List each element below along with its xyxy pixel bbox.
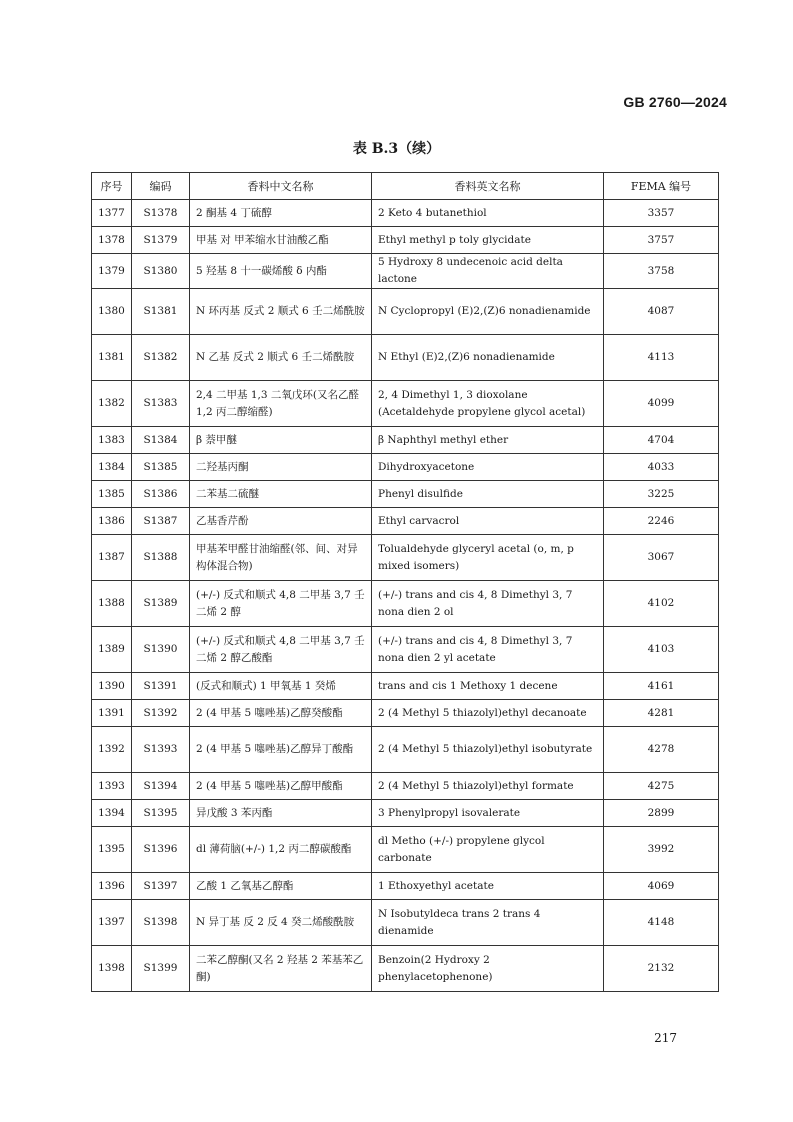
table-row xyxy=(92,627,719,673)
table-row xyxy=(92,946,719,992)
cell-fema-number: 4099 xyxy=(604,381,719,427)
cell-fema-number: 4278 xyxy=(604,727,719,773)
table-body xyxy=(92,200,719,992)
cell-code: S1379 xyxy=(132,227,190,254)
cell-code: S1389 xyxy=(132,581,190,627)
cell-code: S1393 xyxy=(132,727,190,773)
cell-serial-number: 1390 xyxy=(92,673,132,700)
table-row xyxy=(92,800,719,827)
cell-fema-number: 4103 xyxy=(604,627,719,673)
cell-serial-number: 1389 xyxy=(92,627,132,673)
cell-english-name: Dihydroxyacetone xyxy=(372,454,604,481)
header-serial-number: 序号 xyxy=(92,173,132,200)
cell-english-name: Phenyl disulfide xyxy=(372,481,604,508)
cell-fema-number: 4704 xyxy=(604,427,719,454)
cell-english-name: N Ethyl (E)2,(Z)6 nonadienamide xyxy=(372,335,604,381)
cell-english-name: 2 (4 Methyl 5 thiazolyl)ethyl decanoate xyxy=(372,700,604,727)
cell-code: S1398 xyxy=(132,900,190,946)
fragrance-table-container xyxy=(91,172,718,992)
header-code: 编码 xyxy=(132,173,190,200)
cell-serial-number: 1394 xyxy=(92,800,132,827)
cell-chinese-name: (+/-) 反式和顺式 4,8 二甲基 3,7 壬二烯 2 醇乙酸酯 xyxy=(190,627,372,673)
cell-fema-number: 2899 xyxy=(604,800,719,827)
cell-english-name: (+/-) trans and cis 4, 8 Dimethyl 3, 7 nona dien 2 ol xyxy=(372,581,604,627)
cell-fema-number: 4069 xyxy=(604,873,719,900)
cell-chinese-name: (反式和顺式) 1 甲氧基 1 癸烯 xyxy=(190,673,372,700)
table-row xyxy=(92,673,719,700)
cell-fema-number: 4113 xyxy=(604,335,719,381)
table-row xyxy=(92,508,719,535)
cell-english-name: 2, 4 Dimethyl 1, 3 dioxolane (Acetaldehyde propylene glycol acetal) xyxy=(372,381,604,427)
cell-fema-number: 3067 xyxy=(604,535,719,581)
cell-code: S1391 xyxy=(132,673,190,700)
header-fema-number: FEMA 编号 xyxy=(604,173,719,200)
cell-code: S1387 xyxy=(132,508,190,535)
header-english-name: 香料英文名称 xyxy=(372,173,604,200)
cell-code: S1390 xyxy=(132,627,190,673)
table-row xyxy=(92,700,719,727)
cell-english-name: (+/-) trans and cis 4, 8 Dimethyl 3, 7 nona dien 2 yl acetate xyxy=(372,627,604,673)
cell-chinese-name: N 异丁基 反 2 反 4 癸二烯酸酰胺 xyxy=(190,900,372,946)
cell-serial-number: 1382 xyxy=(92,381,132,427)
cell-chinese-name: N 乙基 反式 2 顺式 6 壬二烯酰胺 xyxy=(190,335,372,381)
cell-chinese-name: 异戊酸 3 苯丙酯 xyxy=(190,800,372,827)
table-row xyxy=(92,227,719,254)
cell-fema-number: 4281 xyxy=(604,700,719,727)
cell-english-name: Tolualdehyde glyceryl acetal (o, m, p mixed isomers) xyxy=(372,535,604,581)
table-row xyxy=(92,581,719,627)
table-row xyxy=(92,289,719,335)
cell-serial-number: 1387 xyxy=(92,535,132,581)
cell-serial-number: 1395 xyxy=(92,827,132,873)
cell-serial-number: 1383 xyxy=(92,427,132,454)
table-row xyxy=(92,427,719,454)
cell-chinese-name: 乙基香芹酚 xyxy=(190,508,372,535)
cell-english-name: 2 (4 Methyl 5 thiazolyl)ethyl formate xyxy=(372,773,604,800)
cell-code: S1384 xyxy=(132,427,190,454)
table-row xyxy=(92,773,719,800)
cell-chinese-name: (+/-) 反式和顺式 4,8 二甲基 3,7 壬二烯 2 醇 xyxy=(190,581,372,627)
cell-serial-number: 1391 xyxy=(92,700,132,727)
cell-serial-number: 1378 xyxy=(92,227,132,254)
table-row xyxy=(92,381,719,427)
cell-serial-number: 1384 xyxy=(92,454,132,481)
table-row xyxy=(92,727,719,773)
cell-english-name: dl Metho (+/-) propylene glycol carbonate xyxy=(372,827,604,873)
cell-chinese-name: 2 酮基 4 丁硫醇 xyxy=(190,200,372,227)
fragrance-table xyxy=(91,172,719,992)
cell-fema-number: 2132 xyxy=(604,946,719,992)
cell-code: S1378 xyxy=(132,200,190,227)
cell-english-name: trans and cis 1 Methoxy 1 decene xyxy=(372,673,604,700)
table-row xyxy=(92,827,719,873)
cell-chinese-name: β 萘甲醚 xyxy=(190,427,372,454)
cell-fema-number: 4087 xyxy=(604,289,719,335)
cell-chinese-name: 二羟基丙酮 xyxy=(190,454,372,481)
cell-fema-number: 4102 xyxy=(604,581,719,627)
cell-serial-number: 1397 xyxy=(92,900,132,946)
cell-chinese-name: 甲基苯甲醛甘油缩醛(邻、间、对异构体混合物) xyxy=(190,535,372,581)
cell-serial-number: 1396 xyxy=(92,873,132,900)
cell-code: S1380 xyxy=(132,254,190,289)
cell-chinese-name: 2,4 二甲基 1,3 二氧戊环(又名乙醛 1,2 丙二醇缩醛) xyxy=(190,381,372,427)
cell-english-name: 5 Hydroxy 8 undecenoic acid delta lactone xyxy=(372,254,604,289)
cell-serial-number: 1393 xyxy=(92,773,132,800)
cell-fema-number: 3225 xyxy=(604,481,719,508)
cell-fema-number: 3757 xyxy=(604,227,719,254)
cell-code: S1397 xyxy=(132,873,190,900)
cell-code: S1385 xyxy=(132,454,190,481)
cell-fema-number: 3758 xyxy=(604,254,719,289)
table-row xyxy=(92,481,719,508)
cell-english-name: N Isobutyldeca trans 2 trans 4 dienamide xyxy=(372,900,604,946)
cell-english-name: N Cyclopropyl (E)2,(Z)6 nonadienamide xyxy=(372,289,604,335)
cell-serial-number: 1392 xyxy=(92,727,132,773)
cell-fema-number: 4148 xyxy=(604,900,719,946)
cell-chinese-name: 二苯基二硫醚 xyxy=(190,481,372,508)
table-row xyxy=(92,200,719,227)
table-row xyxy=(92,873,719,900)
table-row xyxy=(92,335,719,381)
table-header-row xyxy=(92,173,719,200)
cell-code: S1386 xyxy=(132,481,190,508)
cell-chinese-name: 2 (4 甲基 5 噻唑基)乙醇癸酸酯 xyxy=(190,700,372,727)
cell-serial-number: 1380 xyxy=(92,289,132,335)
cell-english-name: Benzoin(2 Hydroxy 2 phenylacetophenone) xyxy=(372,946,604,992)
cell-code: S1392 xyxy=(132,700,190,727)
cell-english-name: 1 Ethoxyethyl acetate xyxy=(372,873,604,900)
cell-code: S1394 xyxy=(132,773,190,800)
cell-english-name: 2 Keto 4 butanethiol xyxy=(372,200,604,227)
cell-code: S1381 xyxy=(132,289,190,335)
cell-fema-number: 4161 xyxy=(604,673,719,700)
cell-code: S1382 xyxy=(132,335,190,381)
standard-code: GB 2760—2024 xyxy=(623,94,727,110)
cell-serial-number: 1385 xyxy=(92,481,132,508)
cell-english-name: Ethyl carvacrol xyxy=(372,508,604,535)
cell-chinese-name: N 环丙基 反式 2 顺式 6 壬二烯酰胺 xyxy=(190,289,372,335)
cell-chinese-name: 5 羟基 8 十一碳烯酸 δ 内酯 xyxy=(190,254,372,289)
cell-code: S1399 xyxy=(132,946,190,992)
cell-chinese-name: 2 (4 甲基 5 噻唑基)乙醇甲酸酯 xyxy=(190,773,372,800)
cell-english-name: Ethyl methyl p toly glycidate xyxy=(372,227,604,254)
cell-chinese-name: 乙酸 1 乙氧基乙醇酯 xyxy=(190,873,372,900)
cell-code: S1383 xyxy=(132,381,190,427)
cell-english-name: β Naphthyl methyl ether xyxy=(372,427,604,454)
table-row xyxy=(92,454,719,481)
page-number: 217 xyxy=(654,1031,677,1045)
cell-code: S1388 xyxy=(132,535,190,581)
cell-serial-number: 1398 xyxy=(92,946,132,992)
header-chinese-name: 香料中文名称 xyxy=(190,173,372,200)
cell-chinese-name: 二苯乙醇酮(又名 2 羟基 2 苯基苯乙酮) xyxy=(190,946,372,992)
cell-fema-number: 3357 xyxy=(604,200,719,227)
cell-serial-number: 1388 xyxy=(92,581,132,627)
cell-fema-number: 4033 xyxy=(604,454,719,481)
cell-serial-number: 1377 xyxy=(92,200,132,227)
table-title: 表 B.3（续） xyxy=(352,141,441,157)
cell-serial-number: 1386 xyxy=(92,508,132,535)
table-row xyxy=(92,900,719,946)
cell-fema-number: 4275 xyxy=(604,773,719,800)
cell-chinese-name: 2 (4 甲基 5 噻唑基)乙醇异丁酸酯 xyxy=(190,727,372,773)
cell-serial-number: 1379 xyxy=(92,254,132,289)
cell-code: S1395 xyxy=(132,800,190,827)
table-row xyxy=(92,535,719,581)
cell-fema-number: 2246 xyxy=(604,508,719,535)
cell-serial-number: 1381 xyxy=(92,335,132,381)
cell-code: S1396 xyxy=(132,827,190,873)
cell-fema-number: 3992 xyxy=(604,827,719,873)
cell-chinese-name: 甲基 对 甲苯缩水甘油酸乙酯 xyxy=(190,227,372,254)
table-row xyxy=(92,254,719,289)
cell-chinese-name: dl 薄荷脑(+/-) 1,2 丙二醇碳酸酯 xyxy=(190,827,372,873)
cell-english-name: 3 Phenylpropyl isovalerate xyxy=(372,800,604,827)
cell-english-name: 2 (4 Methyl 5 thiazolyl)ethyl isobutyrate xyxy=(372,727,604,773)
